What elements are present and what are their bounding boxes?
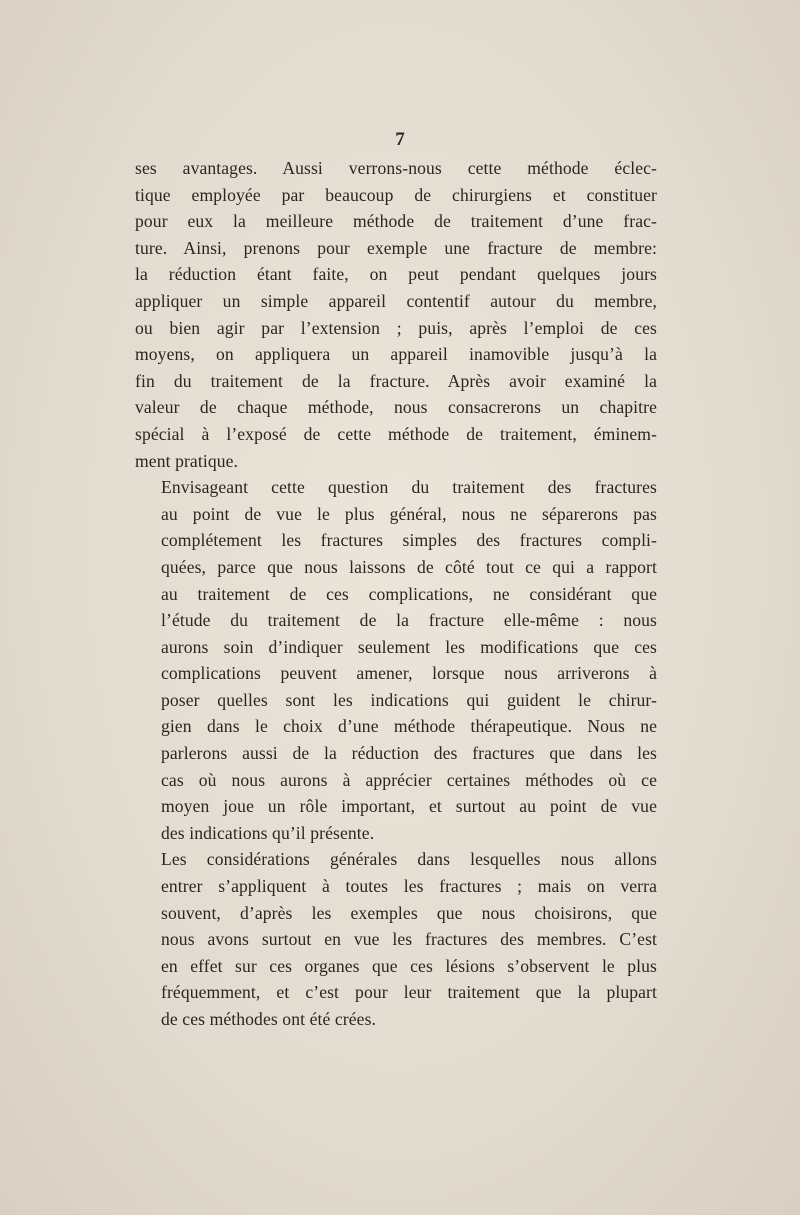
text-line: moyens, on appliquera un appareil inamovible jusqu’à la [135,344,657,365]
text-line: tique employée par beaucoup de chirurgiens et constituer [135,184,657,205]
paragraph [135,846,657,1032]
text-line: quées, parce que nous laissons de côté tout ce qui a rapport [161,556,657,577]
text-line: Les considérations générales dans lesquelles nous allons [161,849,657,870]
text-line: en effet sur ces organes que ces lésions s’observent le plus [161,955,657,976]
text-line: aurons soin d’indiquer seulement les modifications que ces [161,636,657,657]
text-line: au point de vue le plus général, nous ne séparerons pas [161,503,657,524]
paragraph [135,155,657,474]
text-line: fréquemment, et c’est pour leur traitement que la plupart [161,982,657,1003]
body-text [135,155,657,1033]
text-line: cas où nous aurons à apprécier certaines méthodes où ce [161,769,657,790]
text-line: de ces méthodes ont été crées. [161,1009,377,1029]
text-line: la réduction étant faite, on peut pendant quelques jours [135,264,657,285]
text-line: spécial à l’exposé de cette méthode de traitement, éminem- [135,423,657,444]
page-number: 7 [395,129,405,150]
text-line: fin du traitement de la fracture. Après avoir examiné la [135,370,657,391]
text-line: parlerons aussi de la réduction des fractures que dans les [161,743,657,764]
text-line: complétement les fractures simples des fractures compli- [161,530,657,551]
text-line: gien dans le choix d’une méthode thérapeutique. Nous ne [161,716,657,737]
text-line: au traitement de ces complications, ne considérant que [161,583,657,604]
text-line: ses avantages. Aussi verrons-nous cette méthode éclec- [135,158,657,178]
text-line: appliquer un simple appareil contentif autour du membre, [135,290,657,311]
text-line: pour eux la meilleure méthode de traitement d’une frac- [135,211,657,232]
text-line: des indications qu’il présente. [161,822,375,843]
text-line: Envisageant cette question du traitement des fractures [161,477,657,498]
text-line: moyen joue un rôle important, et surtout au point de vue [161,796,657,817]
text-line: ment pratique. [135,450,239,471]
paragraph [135,474,657,846]
text-line: ou bien agir par l’extension ; puis, après l’emploi de ces [135,317,657,338]
text-line: ture. Ainsi, prenons pour exemple une fracture de membre: [135,237,657,258]
text-line: complications peuvent amener, lorsque nous arriverons à [161,663,657,684]
text-line: souvent, d’après les exemples que nous choisirons, que [161,902,657,923]
text-line: l’étude du traitement de la fracture elle-même : nous [161,610,657,631]
text-line: entrer s’appliquent à toutes les fractures ; mais on verra [161,876,657,897]
text-line: nous avons surtout en vue les fractures des membres. C’est [161,929,657,950]
text-line: valeur de chaque méthode, nous consacrerons un chapitre [135,397,657,418]
text-line: poser quelles sont les indications qui guident le chirur- [161,689,657,710]
